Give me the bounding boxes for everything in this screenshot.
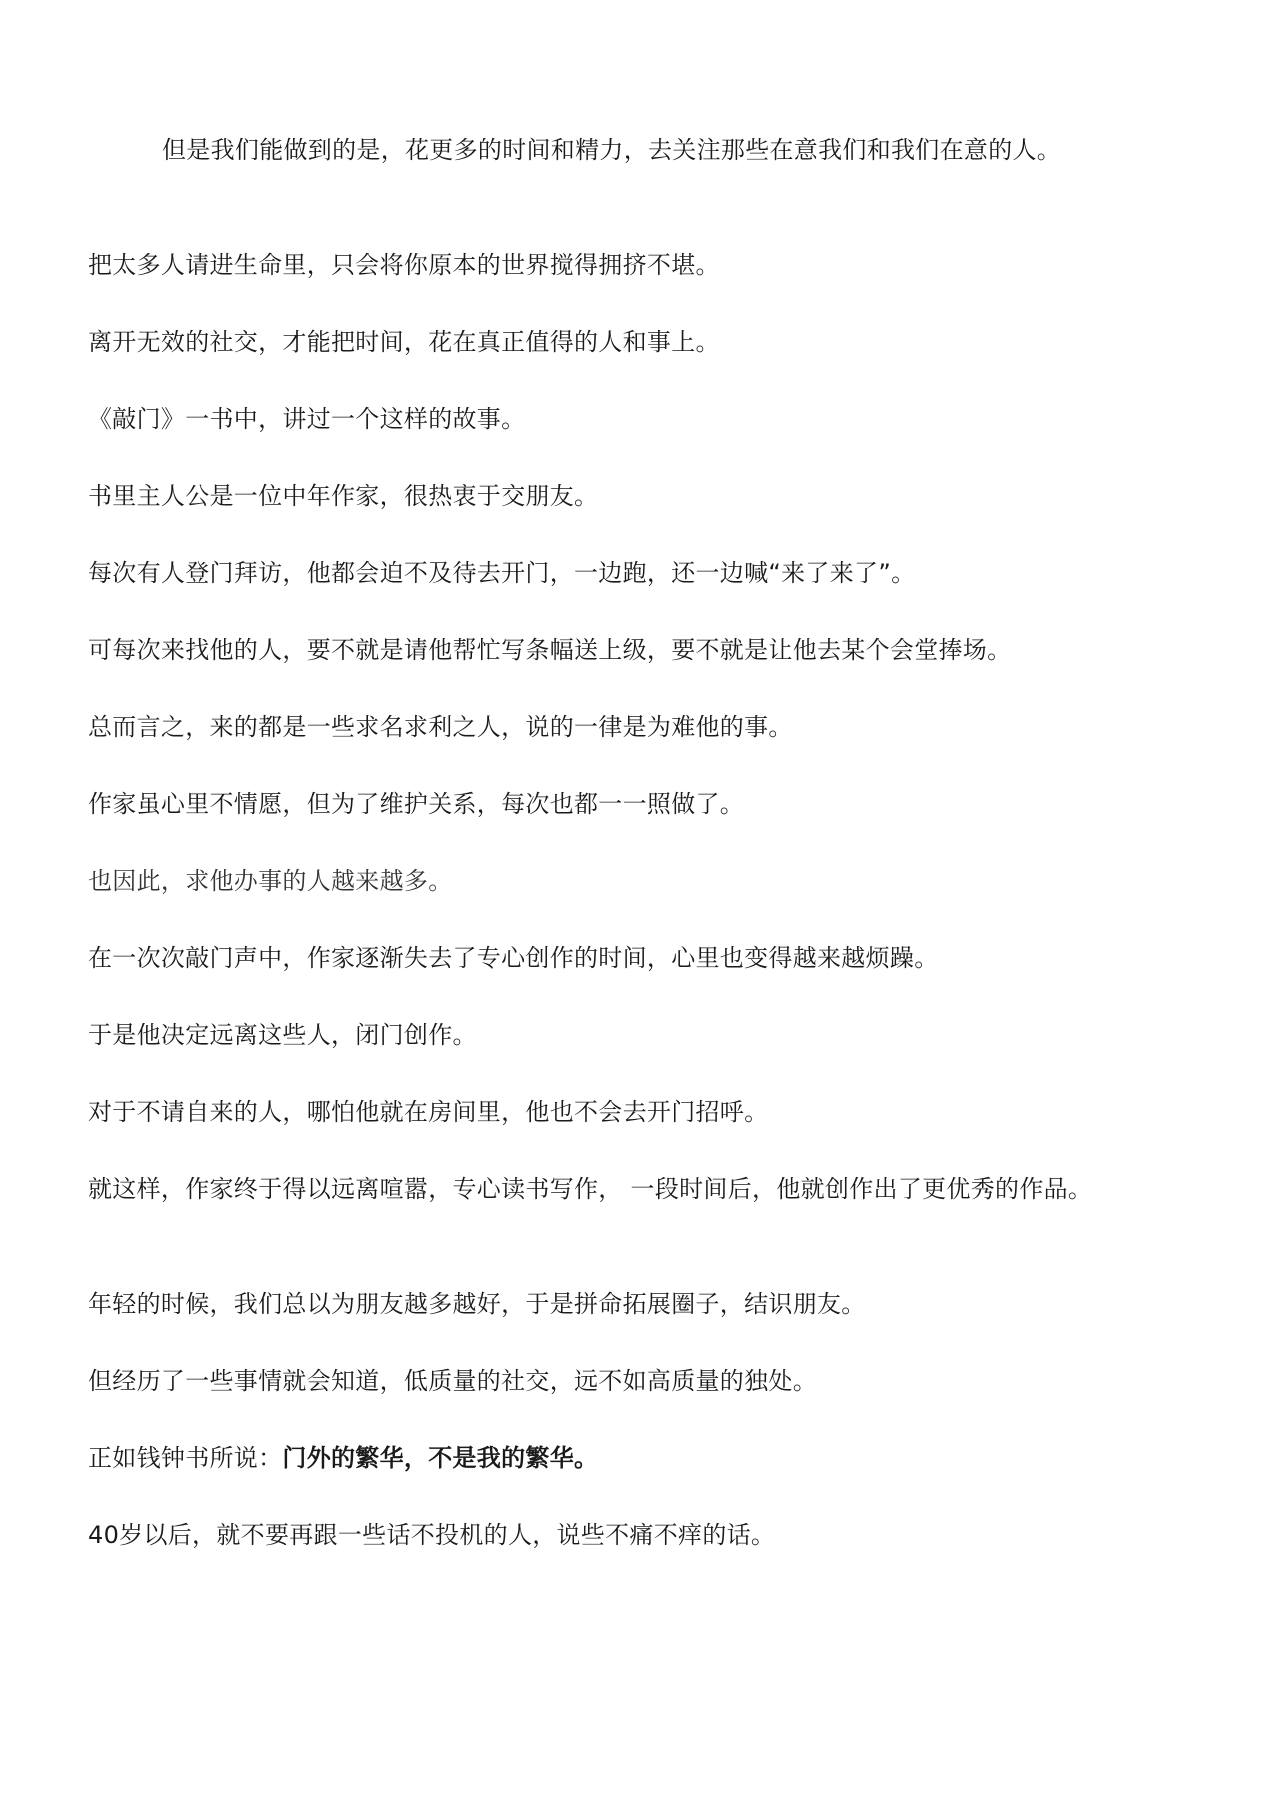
quote-paragraph (88, 1440, 1148, 1477)
paragraph-5: 书里主人公是一位中年作家，很热衷于交朋友。 (88, 482, 599, 510)
paragraph-last: 40岁以后，就不要再跟一些话不投机的人，说些不痛不痒的话。 (88, 1521, 776, 1549)
paragraph-8: 总而言之，来的都是一些求名求利之人，说的一律是为难他的事。 (88, 713, 793, 741)
paragraph-3: 离开无效的社交，才能把时间，花在真正值得的人和事上。 (88, 328, 720, 356)
paragraph-6: 每次有人登门拜访，他都会迫不及待去开门，一边跑，还一边喊“来了来了”。 (88, 559, 916, 587)
quote-prefix: 正如钱钟书所说： (88, 1444, 283, 1472)
paragraph-10: 也因此，求他办事的人越来越多。 (88, 867, 453, 895)
paragraph-12: 于是他决定远离这些人，闭门创作。 (88, 1021, 477, 1049)
quote-emphasis: 门外的繁华，不是我的繁华。 (282, 1444, 599, 1472)
paragraph-15: 年轻的时候，我们总以为朋友越多越好，于是拼命拓展圈子，结识朋友。 (88, 1290, 866, 1318)
paragraph-13: 对于不请自来的人，哪怕他就在房间里，他也不会去开门招呼。 (88, 1098, 769, 1126)
paragraph-11: 在一次次敲门声中，作家逐渐失去了专心创作的时间，心里也变得越来越烦躁。 (88, 944, 939, 972)
paragraph-7: 可每次来找他的人，要不就是请他帮忙写条幅送上级，要不就是让他去某个会堂捧场。 (88, 636, 1012, 664)
paragraph-14: 就这样，作家终于得以远离喧嚣，专心读书写作， 一段时间后，他就创作出了更优秀的作品。 (88, 1175, 1093, 1203)
paragraph-2: 把太多人请进生命里，只会将你原本的世界搅得拥挤不堪。 (88, 251, 720, 279)
paragraph-9: 作家虽心里不情愿，但为了维护关系，每次也都一一照做了。 (88, 790, 745, 818)
paragraph-4: 《敲门》一书中，讲过一个这样的故事。 (88, 405, 526, 433)
paragraph-16: 但经历了一些事情就会知道，低质量的社交，远不如高质量的独处。 (88, 1367, 817, 1395)
paragraph-1: 但是我们能做到的是，花更多的时间和精力，去关注那些在意我们和我们在意的人。 (162, 136, 1062, 164)
